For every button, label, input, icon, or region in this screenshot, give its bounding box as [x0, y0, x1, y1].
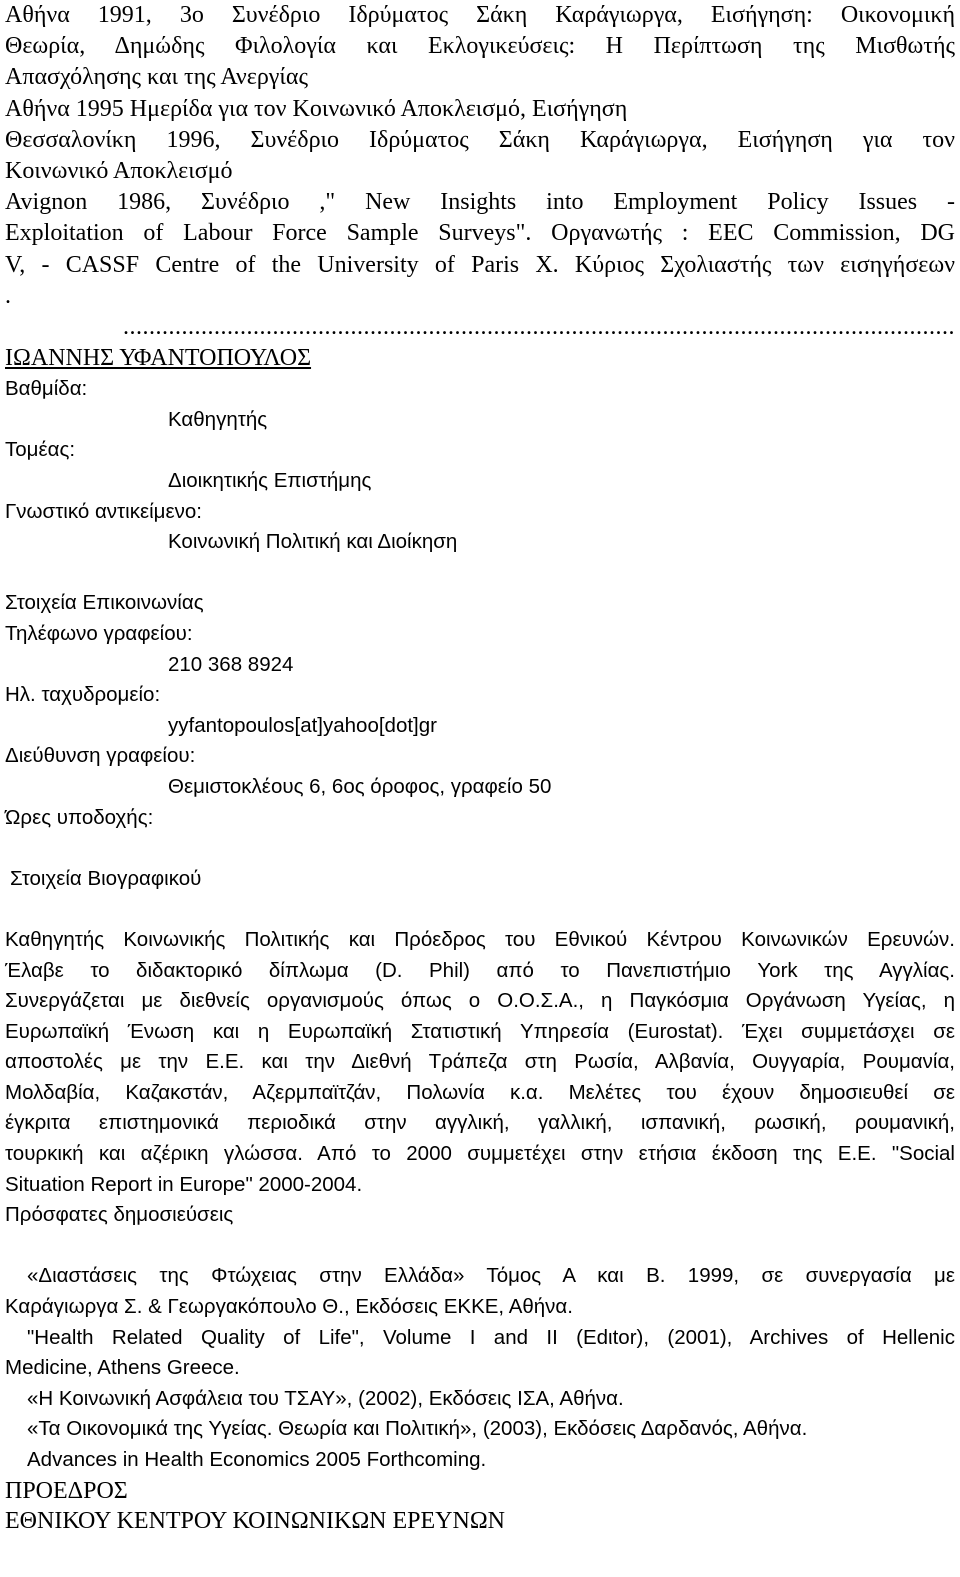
conference-line: V, - CASSF Centre of the University of Paris X. Κύριος Σχολιαστής των εισηγήσεων: [5, 251, 955, 278]
conference-line: Θεσσαλονίκη 1996, Συνέδριο Ιδρύματος Σάκη Καράγιωργα, Εισήγηση για τον: [5, 126, 955, 153]
conference-line: .: [5, 282, 11, 309]
spacer: [5, 558, 955, 589]
email-value: yyfantopoulos[at]yahoo[dot]gr: [168, 713, 437, 737]
publication-item: Advances in Health Economics 2005 Forthcoming.: [27, 1448, 487, 1472]
bio-line: Ευρωπαϊκή Ένωση και η Ευρωπαϊκή Στατιστική Υπηρεσία (Eurostat). Έχει συμμετάσχει σε: [5, 1019, 955, 1043]
spacer: [5, 833, 955, 864]
bio-line: Συνεργάζεται με διεθνείς οργανισμούς όπως ο Ο.Ο.Σ.Α., η Παγκόσμια Οργάνωση Υγείας, η: [5, 989, 955, 1013]
section-separator: ................................................................................................................................: [123, 314, 955, 341]
publication-item: [5, 1323, 955, 1384]
bio-line: έγκριτα επιστημονικά περιοδικά στην αγγλική, γαλλική, ισπανική, ρωσική, ρουμανική,: [5, 1111, 955, 1135]
publication-text: "Health Related Quality of Life", Volume I and II (Edιtor), (2001), Archives of Hellenic: [27, 1325, 955, 1349]
footer-title: ΠΡΟΕΔΡΟΣ: [5, 1477, 128, 1504]
footer-section: [5, 1476, 955, 1537]
bio-heading: Στοιχεία Βιογραφικού: [10, 866, 202, 890]
conference-line: Θεωρία, Δημώδης Φιλολογία και Εκλογικεύσεις: Η Περίπτωση της Μισθωτής: [5, 33, 955, 60]
email-label: Ηλ. ταχυδρομείο:: [5, 683, 161, 707]
person-name: ΙΩΑΝΝΗΣ ΥΦΑΝΤΟΠΟΥΛΟΣ: [5, 345, 312, 372]
contact-heading: Στοιχεία Επικοινωνίας: [5, 591, 204, 615]
conference-line: Κοινωνικό Αποκλεισμό: [5, 158, 233, 185]
publication-text: Medicine, Athens Greece.: [5, 1356, 240, 1380]
publication-item: «Η Κοινωνική Ασφάλεια του ΤΣΑΥ», (2002), Εκδόσεις ΙΣΑ, Αθήνα.: [27, 1386, 624, 1410]
publication-text: «Διαστάσεις της Φτώχειας στην Ελλάδα» Τόμος Α και Β. 1999, σε συνεργασία με: [27, 1264, 955, 1288]
spacer: [5, 1231, 955, 1262]
bio-line: Μολδαβία, Καζακστάν, Αζερμπαϊτζάν, Πολωνία κ.α. Μελέτες του έχουν δημοσιευθεί σε: [5, 1080, 955, 1104]
conferences-section: [5, 0, 955, 343]
conference-line: Αθήνα 1995 Ημερίδα για τον Κοινωνικό Αποκλεισμό, Εισήγηση: [5, 95, 628, 122]
conference-line: Avignon 1986, Συνέδριο ," New Insights into Employment Policy Issues -: [5, 189, 955, 216]
bio-line: τουρκική και αζέρικη γλώσσα. Από το 2000 συμμετέχει στην ετήσια έκδοση της Ε.Ε. "Social: [5, 1142, 955, 1166]
profile-section: [5, 374, 955, 1475]
bio-line: Καθηγητής Κοινωνικής Πολιτικής και Πρόεδρος του Εθνικού Κέντρου Κοινωνικών Ερευνών.: [5, 927, 955, 951]
publications-heading: Πρόσφατες δημοσιεύσεις: [5, 1203, 234, 1227]
bio-line: Situation Report in Europe" 2000-2004.: [5, 1172, 363, 1196]
spacer: [5, 894, 955, 925]
footer-organization: ΕΘΝΙΚΟΥ ΚΕΝΤΡΟΥ ΚΟΙΝΩΝΙΚΩΝ ΕΡΕΥΝΩΝ: [5, 1508, 505, 1535]
phone-value: 210 368 8924: [168, 652, 294, 676]
conference-line: Αθήνα 1991, 3ο Συνέδριο Ιδρύματος Σάκη Καράγιωργα, Εισήγηση: Οικονομική: [5, 2, 955, 28]
subject-value: Κοινωνική Πολιτική και Διοίκηση: [168, 530, 458, 554]
sector-value: Διοικητικής Επιστήμης: [168, 469, 372, 493]
hours-label: Ώρες υποδοχής:: [5, 805, 154, 829]
subject-label: Γνωστικό αντικείμενο:: [5, 499, 202, 523]
publication-text: Καράγιωργα Σ. & Γεωργακόπουλο Θ., Εκδόσεις ΕΚΚΕ, Αθήνα.: [5, 1295, 573, 1319]
conference-line: Exploitation of Labour Force Sample Surveys". Οργανωτής : EEC Commission, DG: [5, 220, 955, 247]
publication-item: [5, 1261, 955, 1322]
sector-label: Τομέας:: [5, 438, 76, 462]
address-label: Διεύθυνση γραφείου:: [5, 744, 196, 768]
phone-label: Τηλέφωνο γραφείου:: [5, 621, 193, 645]
rank-value: Καθηγητής: [168, 407, 268, 431]
conference-line: Απασχόλησης και της Ανεργίας: [5, 64, 308, 91]
publication-item: «Τα Οικονομικά της Υγείας. Θεωρία και Πολιτική», (2003), Εκδόσεις Δαρδανός, Αθήνα.: [27, 1417, 808, 1441]
bio-line: αποστολές με την Ε.Ε. και την Διεθνή Τράπεζα στη Ρωσία, Αλβανία, Ουγγαρία, Ρουμανία,: [5, 1050, 955, 1074]
rank-label: Βαθμίδα:: [5, 377, 88, 401]
address-value: Θεμιστοκλέους 6, 6ος όροφος, γραφείο 50: [168, 774, 552, 798]
bio-line: Έλαβε το διδακτορικό δίπλωμα (D. Phil) από το Πανεπιστήμιο York της Αγγλίας.: [5, 958, 955, 982]
